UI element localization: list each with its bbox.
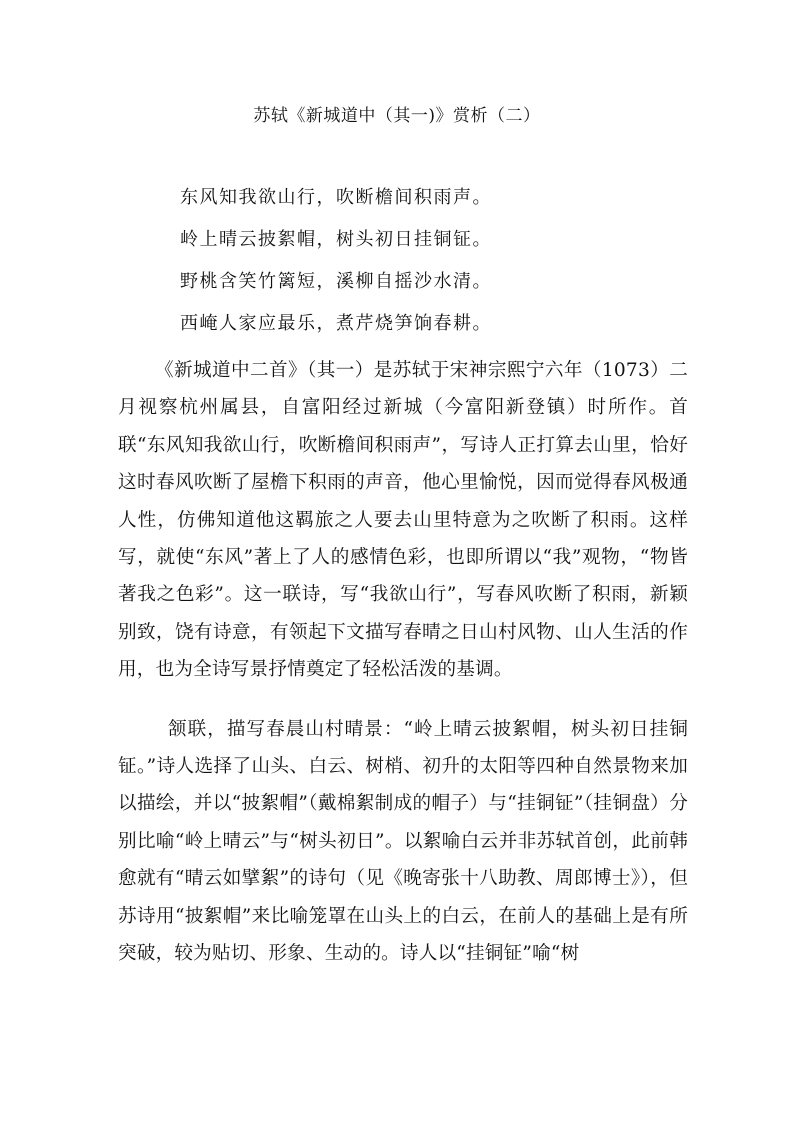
poem-block [180,186,740,354]
poem-line: 岭上晴云披絮帽，树头初日挂铜钲。 [180,229,492,250]
analysis-paragraph: 颔联，描写春晨山村晴景：“岭上晴云披絮帽，树头初日挂铜钲。”诗人选择了山头、白云、树梢、初升的太阳等四种自然景物来加以描绘，并以“披絮帽”（戴棉絮制成的帽子）与“挂铜钲”（挂铜盘）分别比喻“岭上晴云”与“树头初日”。以絮喻白云并非苏轼首创，此前韩愈就有“晴云如擘絮”的诗句（见《晚寄张十八助教、周郎博士》），但苏诗用“披絮帽”来比喻笼罩在山头上的白云，在前人的基础上是有所突破，较为贴切、形象、生动的。诗人以“挂铜钲”喻“树 [118,718,688,965]
document-title: 苏轼《新城道中（其一)》赏析（二） [253,106,541,126]
poem-line: 西崦人家应最乐，煮芹烧笋饷春耕。 [180,313,492,334]
poem-line: 野桃含笑竹篱短，溪柳自摇沙水清。 [180,271,492,292]
analysis-paragraph: 《新城道中二首》（其一）是苏轼于宋神宗熙宁六年（1073）二月视察杭州属县，自富阳经过新城（今富阳新登镇）时所作。首联“东风知我欲山行，吹断檐间积雨声”，写诗人正打算去山里，恰好这时春风吹断了屋檐下积雨的声音，他心里愉悦，因而觉得春风极通人性，仿佛知道他这羁旅之人要去山里特意为之吹断了积雨。这样写，就使“东风”著上了人的感情色彩，也即所谓以“我”观物，“物皆著我之色彩”。这一联诗，写“我欲山行”，写春风吹断了积雨，新颖别致，饶有诗意，有领起下文描写春晴之日山村风物、山人生活的作用，也为全诗写景抒情奠定了轻松活泼的基调。 [118,360,688,681]
poem-line: 东风知我欲山行，吹断檐间积雨声。 [180,187,492,208]
analysis-body [118,352,688,973]
